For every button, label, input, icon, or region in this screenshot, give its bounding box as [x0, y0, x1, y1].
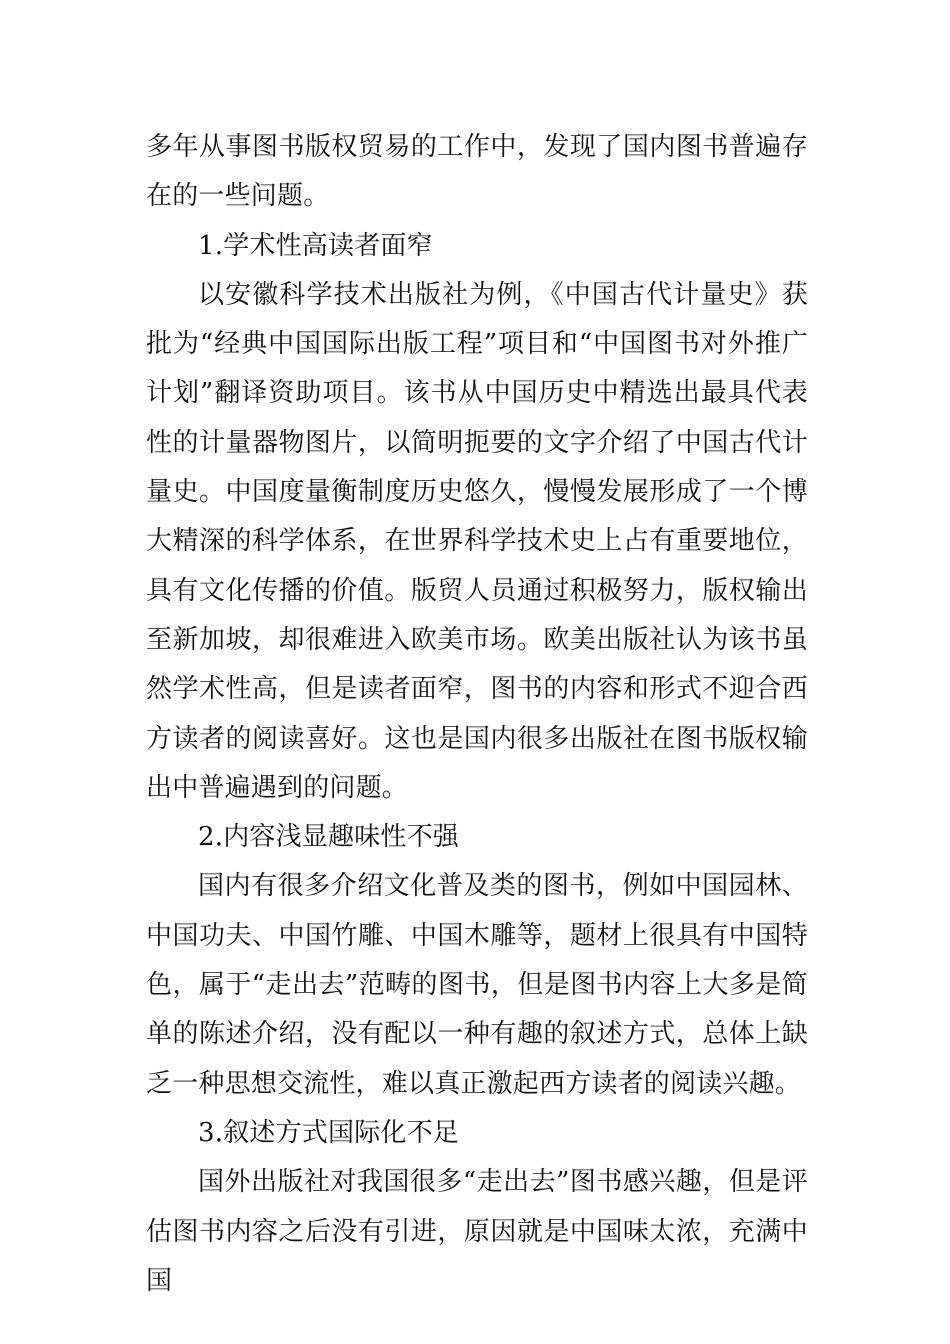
document-body — [146, 123, 808, 1306]
section-heading-3: 3.叙述方式国际化不足 — [198, 1117, 460, 1148]
paragraph-section-2: 国内有很多介绍文化普及类的图书，例如中国园林、中国功夫、中国竹雕、中国木雕等，题材上很具有中国特色，属于“走出去”范畴的图书，但是图书内容上大多是简单的陈述介绍，没有配以一种有趣的叙述方式，总体上缺乏一种思想交流性，难以真正激起西方读者的阅读兴趣。 — [146, 871, 808, 1099]
section-heading-1: 1.学术性高读者面窄 — [198, 230, 433, 261]
paragraph-intro: 多年从事图书版权贸易的工作中，发现了国内图书普遍存在的一些问题。 — [146, 132, 808, 212]
section-heading-2: 2.内容浅显趣味性不强 — [198, 822, 460, 853]
paragraph-section-1: 以安徽科学技术出版社为例，《中国古代计量史》获批为“经典中国国际出版工程”项目和“中国图书对外推广计划”翻译资助项目。该书从中国历史中精选出最具代表性的计量器物图片，以简明扼要的文字介绍了中国古代计量史。中国度量衡制度历史悠久，慢慢发展形成了一个博大精深的科学体系，在世界科学技术史上占有重要地位，具有文化传播的价值。版贸人员通过积极努力，版权输出至新加坡，却很难进入欧美市场。欧美出版社认为该书虽然学术性高，但是读者面窄，图书的内容和形式不迎合西方读者的阅读喜好。这也是国内很多出版社在图书版权输出中普遍遇到的问题。 — [146, 279, 808, 803]
paragraph-section-3: 国外出版社对我国很多“走出去”图书感兴趣，但是评估图书内容之后没有引进，原因就是中国味太浓，充满中国 — [146, 1167, 808, 1296]
